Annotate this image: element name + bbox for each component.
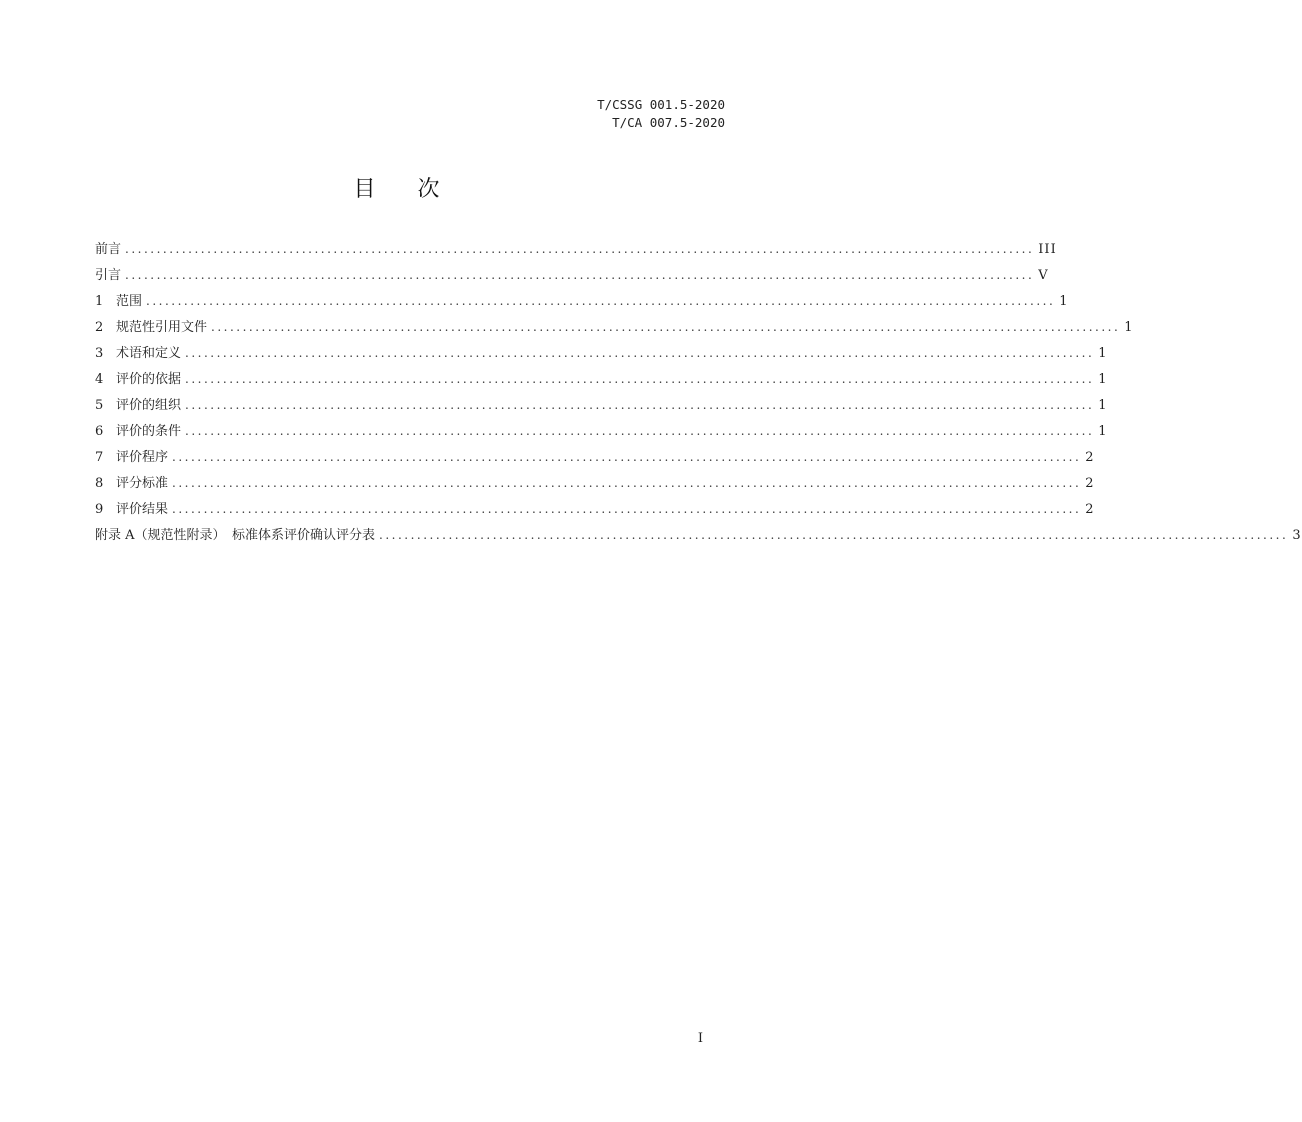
document-codes [597,96,725,132]
toc-dot-leader: ................................................................................................................................................ [125,242,1035,256]
toc-entry-page: 3 [1292,528,1302,543]
toc-entry-label: 术语和定义 [116,346,182,361]
toc-entry-label: 范围 [116,294,143,309]
toc-entry-page: 1 [1098,424,1108,439]
toc-entry-page: 1 [1098,398,1108,413]
toc-entry-number: 8 [95,476,104,491]
toc-dot-leader: ................................................................................................................................................ [125,268,1035,282]
standard-code-1: T/CSSG 001.5-2020 [597,97,725,112]
toc-entry-appendix-a[interactable] [95,524,1302,550]
toc-entry-page: 1 [1098,346,1108,361]
toc-dot-leader: ................................................................................................................................................ [211,320,1121,334]
toc-entry-label: 评价的组织 [116,398,182,413]
toc-dot-leader: ................................................................................................................................................ [185,372,1095,386]
toc-entry-label: 引言 [95,268,122,283]
toc-entry-number: 2 [95,320,104,335]
toc-entry-evaluation-procedure[interactable] [95,446,1095,472]
toc-entry-page: 1 [1124,320,1134,335]
toc-entry-foreword[interactable] [95,238,1057,264]
toc-entry-terms-definitions[interactable] [95,342,1108,368]
toc-entry-evaluation-conditions[interactable] [95,420,1108,446]
page-number: I [697,1031,703,1046]
toc-entry-label: 附录 A（规范性附录） 标准体系评价确认评分表 [95,528,376,543]
toc-entry-label: 评价程序 [116,450,169,465]
toc-entry-number: 3 [95,346,104,361]
toc-entry-page: III [1038,242,1057,257]
toc-entry-page: 1 [1059,294,1069,309]
toc-entry-scoring-criteria[interactable] [95,472,1095,498]
toc-dot-leader: ................................................................................................................................................ [185,346,1095,360]
toc-dot-leader: ................................................................................................................................................ [172,476,1082,490]
toc-entry-number: 6 [95,424,104,439]
toc-entry-label: 评价结果 [116,502,169,517]
toc-dot-leader: ................................................................................................................................................ [146,294,1056,308]
toc-entry-label: 评分标准 [116,476,169,491]
toc-entry-label: 评价的条件 [116,424,182,439]
toc-entry-label: 评价的依据 [116,372,182,387]
toc-entry-page: V [1038,268,1049,283]
toc-entry-evaluation-results[interactable] [95,498,1095,524]
toc-dot-leader: ................................................................................................................................................ [172,450,1082,464]
toc-entry-number: 4 [95,372,104,387]
toc-entry-page: 1 [1098,372,1108,387]
toc-dot-leader: ................................................................................................................................................ [172,502,1082,516]
page-title: 目次 [353,177,482,202]
table-of-contents [95,238,1302,550]
toc-dot-leader: ................................................................................................................................................ [379,528,1289,542]
toc-dot-leader: ................................................................................................................................................ [185,398,1095,412]
toc-entry-page: 2 [1085,476,1095,491]
toc-entry-evaluation-basis[interactable] [95,368,1108,394]
toc-entry-label: 规范性引用文件 [116,320,208,335]
toc-entry-number: 7 [95,450,104,465]
toc-entry-number: 9 [95,502,104,517]
toc-entry-page: 2 [1085,502,1095,517]
toc-entry-page: 2 [1085,450,1095,465]
toc-dot-leader: ................................................................................................................................................ [185,424,1095,438]
toc-entry-label: 前言 [95,242,122,257]
toc-entry-introduction[interactable] [95,264,1049,290]
toc-entry-scope[interactable] [95,290,1069,316]
toc-entry-normative-references[interactable] [95,316,1134,342]
toc-entry-evaluation-organization[interactable] [95,394,1108,420]
toc-entry-number: 5 [95,398,104,413]
toc-entry-number: 1 [95,294,104,309]
standard-code-2: T/CA 007.5-2020 [612,115,725,130]
